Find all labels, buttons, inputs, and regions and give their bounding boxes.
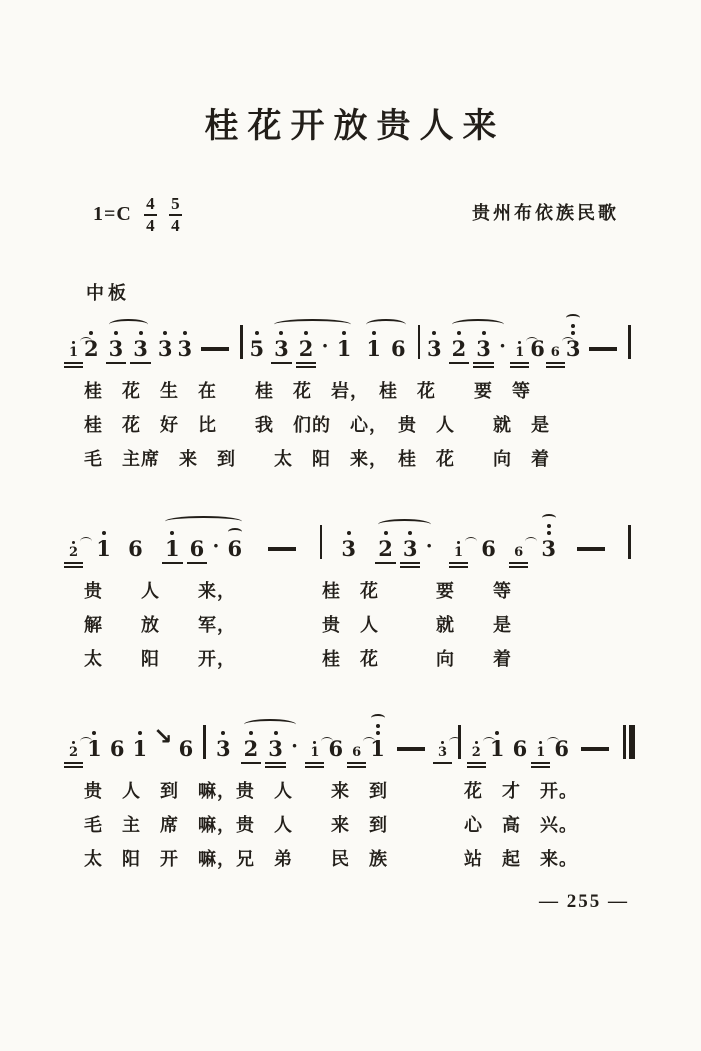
jianpu-note [178, 735, 194, 761]
grace-note [308, 741, 321, 759]
lyrics-row: 贵 人 到 嘛，贵 人 来 到 花 才 开。 [84, 780, 578, 801]
note-number: 5 [249, 335, 265, 361]
duration-dash [581, 747, 609, 751]
note-number: 3 [268, 735, 283, 761]
note-number: 3 [341, 535, 356, 561]
duration-underline [64, 366, 83, 368]
duration-underline [265, 762, 286, 764]
note-number: 2 [471, 744, 481, 760]
octave-dot [547, 531, 551, 535]
duration-underline [531, 762, 550, 764]
jianpu-note [189, 535, 205, 561]
grace-note [436, 741, 449, 759]
octave-dot [170, 531, 174, 535]
octave-dot [457, 331, 461, 335]
duration-underline [473, 366, 494, 368]
lyrics-row: 贵 人 来， 桂 花 要 等 [84, 580, 512, 601]
note-number: 6 [390, 335, 406, 361]
jianpu-note [228, 528, 243, 559]
duration-underline [509, 566, 528, 568]
duration-underline [130, 362, 151, 364]
jianpu-note [250, 331, 265, 359]
duration-dash [397, 747, 425, 751]
music-system [66, 709, 635, 873]
octave-dot [342, 331, 346, 335]
duration-underline [433, 762, 452, 764]
duration-underline [64, 566, 83, 568]
note-number: 6 [514, 544, 524, 560]
duration-underline [400, 562, 421, 564]
final-barline [623, 725, 635, 759]
octave-dot [313, 741, 316, 744]
key-signature [93, 195, 182, 235]
duration-underline [510, 366, 529, 368]
notation-line [66, 309, 635, 371]
note-number: 3 [215, 735, 231, 761]
octave-dot [495, 731, 499, 735]
slur-group [269, 318, 356, 359]
octave-dot [138, 731, 142, 735]
note-number: 6 [481, 535, 496, 561]
note-number: 1 [164, 535, 180, 561]
note-number: 1 [370, 735, 385, 761]
barline [203, 725, 206, 759]
note-number: 6 [128, 535, 143, 561]
music-system [66, 509, 635, 673]
music-systems [0, 309, 701, 873]
note-number: 6 [189, 535, 205, 561]
note-number: 6 [328, 735, 344, 761]
octave-dot [376, 731, 380, 735]
jianpu-note [341, 531, 356, 559]
lyrics-row: 毛 主 席 嘛，贵 人 来 到 心 高 兴。 [84, 814, 578, 835]
note-number: 3 [402, 535, 418, 561]
note-number: 3 [565, 335, 581, 361]
note-number: 6 [109, 735, 125, 761]
duration-underline [375, 562, 396, 564]
barline [240, 325, 243, 359]
jianpu-note [87, 731, 102, 759]
octave-dot [384, 531, 388, 535]
jianpu-note [378, 531, 393, 559]
time-signature-numerator: 5 [171, 194, 180, 213]
note-number: 3 [157, 335, 173, 361]
jianpu-note [328, 735, 344, 761]
meta-row [93, 195, 619, 235]
notation-line [66, 509, 635, 571]
augmentation-dot: · [212, 532, 220, 558]
duration-underline [265, 766, 286, 768]
note-number: 3 [438, 744, 448, 760]
duration-underline [187, 562, 208, 564]
jianpu-note [274, 331, 289, 359]
barline [628, 325, 631, 359]
octave-dot [432, 331, 436, 335]
duration-underline [64, 362, 83, 364]
barline [628, 525, 631, 559]
octave-dot [539, 741, 542, 744]
duration-underline [296, 362, 317, 364]
jianpu-note [216, 731, 231, 759]
octave-dot [249, 731, 253, 735]
jianpu-note [370, 714, 385, 759]
attribution: 贵州布依族民歌 [472, 203, 619, 223]
note-number: 1 [68, 344, 79, 360]
octave-dot [482, 331, 486, 335]
jianpu-note [390, 335, 406, 361]
barline [320, 525, 323, 559]
octave-dot [518, 341, 521, 344]
slur-group [361, 318, 410, 359]
note-number: 3 [108, 335, 124, 361]
jianpu-note [541, 514, 556, 559]
note-number: 1 [454, 544, 464, 560]
grace-note [67, 741, 80, 759]
jianpu-note [530, 335, 545, 361]
slur-arc [109, 319, 148, 330]
slur-arc [452, 319, 505, 330]
note-number: 1 [132, 735, 148, 761]
grace-note [534, 741, 547, 759]
jianpu-note [128, 535, 143, 561]
duration-underline [510, 362, 529, 364]
octave-dot [347, 531, 351, 535]
octave-dot [72, 341, 75, 344]
duration-underline [467, 766, 486, 768]
tie-arc [542, 514, 556, 522]
duration-underline [64, 762, 83, 764]
key-label: 1=C [93, 203, 132, 226]
grace-note [512, 546, 525, 559]
octave-dot [102, 531, 106, 535]
jianpu-note [158, 331, 173, 359]
duration-underline [449, 562, 468, 564]
duration-underline [509, 562, 528, 564]
duration-underline [449, 566, 468, 568]
lyrics-row: 太 阳 开， 桂 花 向 着 [84, 648, 512, 669]
note-number: 6 [512, 735, 528, 761]
duration-dash [577, 547, 605, 551]
jianpu-note [452, 331, 467, 359]
note-number: 3 [133, 335, 148, 361]
tie-arc [228, 528, 242, 536]
jianpu-note [109, 735, 125, 761]
jianpu-note [476, 331, 491, 359]
grace-note [470, 741, 483, 759]
augmentation-dot: · [290, 732, 299, 758]
augmentation-dot: · [321, 332, 329, 358]
lyrics-row: 桂 花 好 比 我 们的 心， 贵 人 就 是 [84, 414, 550, 435]
octave-dot [457, 541, 460, 544]
slur-arc [366, 319, 405, 330]
grace-note [67, 341, 80, 359]
slur-arc [378, 519, 431, 530]
jianpu-note [490, 731, 505, 759]
duration-underline [241, 762, 262, 764]
duration-underline [162, 562, 183, 564]
slur-group [447, 318, 510, 359]
duration-underline [305, 762, 324, 764]
notation-line [66, 709, 635, 771]
duration-underline [305, 766, 324, 768]
slur-group [160, 515, 247, 559]
slur-group [239, 718, 302, 759]
octave-dot [221, 731, 225, 735]
octave-dot [304, 331, 308, 335]
duration-underline [64, 562, 83, 564]
note-number: 1 [515, 344, 525, 360]
duration-dash [268, 547, 296, 551]
duration-dash [201, 347, 229, 351]
time-signature-numerator: 4 [146, 194, 155, 213]
time-signature-denominator: 4 [146, 215, 155, 235]
octave-dot [163, 331, 167, 335]
slur-group [373, 518, 436, 559]
jianpu-note [177, 331, 192, 359]
barline [418, 325, 421, 359]
jianpu-note [366, 331, 381, 359]
duration-underline [400, 566, 421, 568]
note-number: 3 [476, 335, 491, 361]
note-number: 2 [451, 335, 467, 361]
tie-arc [566, 314, 580, 322]
note-number: 6 [227, 535, 243, 561]
octave-dot [92, 731, 96, 735]
note-number: 6 [352, 744, 362, 760]
duration-underline [347, 762, 366, 764]
page-number: — 255 — [539, 891, 629, 912]
octave-dot [89, 331, 93, 335]
octave-dot [114, 331, 118, 335]
jianpu-note [566, 314, 581, 359]
note-number: 1 [366, 335, 381, 361]
jianpu-note [427, 331, 442, 359]
note-number: 1 [336, 335, 352, 361]
note-number: 2 [68, 544, 79, 560]
final-barline-thick [629, 725, 635, 759]
glissando-down-arrow: ↘ [153, 723, 173, 750]
note-number: 6 [530, 335, 545, 361]
octave-dot [571, 324, 575, 328]
octave-dot [376, 724, 380, 728]
time-signature-denominator: 4 [171, 215, 180, 235]
jianpu-note [96, 531, 111, 559]
note-number: 2 [83, 335, 99, 361]
note-number: 1 [87, 735, 102, 761]
octave-dot [547, 524, 551, 528]
duration-underline [546, 366, 565, 368]
jianpu-note [133, 731, 148, 759]
jianpu-note [554, 735, 569, 761]
jianpu-note [403, 531, 418, 559]
octave-dot [183, 331, 187, 335]
duration-underline [296, 366, 317, 368]
duration-underline [347, 766, 366, 768]
note-number: 6 [178, 735, 194, 761]
octave-dot [279, 331, 283, 335]
octave-dot [139, 331, 143, 335]
jianpu-note [268, 731, 283, 759]
duration-underline [449, 362, 470, 364]
tie-arc [371, 714, 385, 722]
octave-dot [441, 741, 444, 744]
grace-note [549, 346, 562, 359]
grace-note [67, 541, 80, 559]
note-number: 1 [310, 744, 320, 760]
jianpu-note [165, 531, 180, 559]
jianpu-note [244, 731, 259, 759]
note-number: 1 [536, 744, 546, 760]
duration-underline [106, 362, 127, 364]
note-number: 6 [550, 344, 560, 360]
jianpu-note [299, 331, 314, 359]
octave-dot [72, 541, 75, 544]
duration-underline [546, 362, 565, 364]
octave-dot [475, 741, 478, 744]
jianpu-note [481, 535, 496, 561]
jianpu-note [133, 331, 148, 359]
octave-dot [274, 731, 278, 735]
note-number: 2 [243, 735, 259, 761]
time-signature-44 [144, 195, 157, 235]
music-system [66, 309, 635, 473]
duration-underline [64, 766, 83, 768]
augmentation-dot: · [498, 332, 507, 358]
octave-dot [255, 331, 259, 335]
slur-arc [274, 319, 351, 330]
jianpu-note [84, 331, 99, 359]
grace-note [513, 341, 526, 359]
grace-note [350, 746, 363, 759]
note-number: 3 [177, 335, 193, 361]
slur-group [104, 318, 153, 359]
note-number: 3 [274, 335, 289, 361]
octave-dot [72, 741, 75, 744]
note-number: 3 [541, 535, 557, 561]
note-number: 1 [96, 535, 111, 561]
jianpu-note [337, 331, 352, 359]
note-number: 2 [378, 535, 393, 561]
final-barline-thin [623, 725, 626, 759]
lyrics-row: 解 放 军， 贵 人 就 是 [84, 614, 512, 635]
lyrics-row: 桂 花 生 在 桂 花 岩， 桂 花 要 等 [84, 380, 531, 401]
duration-dash [589, 347, 617, 351]
tempo-marking: 中板 [86, 282, 130, 303]
lyrics-row: 毛 主席 来 到 太 阳 来， 桂 花 向 着 [84, 448, 550, 469]
duration-underline [473, 362, 494, 364]
duration-underline [467, 762, 486, 764]
note-number: 2 [298, 335, 314, 361]
augmentation-dot: · [425, 532, 433, 558]
note-number: 2 [68, 744, 79, 760]
octave-dot [372, 331, 376, 335]
note-number: 6 [554, 735, 569, 761]
duration-underline [531, 766, 550, 768]
time-signature-54 [169, 195, 182, 235]
song-title: 桂花开放贵人来 [204, 108, 506, 145]
slur-arc [165, 516, 242, 527]
slur-arc [244, 719, 297, 730]
grace-note [452, 541, 465, 559]
jianpu-note [109, 331, 124, 359]
note-number: 3 [427, 335, 442, 361]
lyrics-row: 太 阳 开 嘛，兄 弟 民 族 站 起 来。 [84, 848, 578, 869]
jianpu-note [512, 735, 528, 761]
duration-underline [271, 362, 292, 364]
octave-dot [408, 531, 412, 535]
octave-dot [571, 331, 575, 335]
note-number: 1 [489, 735, 505, 761]
